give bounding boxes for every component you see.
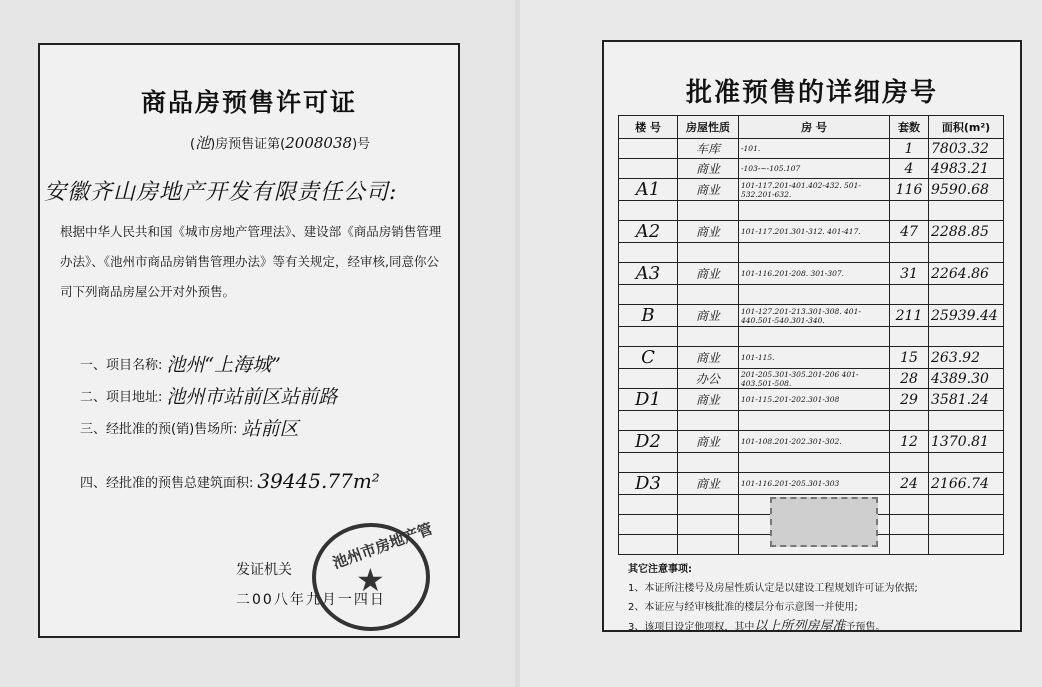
- permit-title: 商品房预售许可证: [140, 88, 357, 117]
- project-items: [80, 347, 337, 443]
- cell-rooms: 201-205.301-305.201-206 401-403.501-508.: [739, 369, 890, 389]
- presale-permit-sheet: [38, 43, 460, 638]
- table-row: [619, 431, 1004, 453]
- cell-count: [890, 515, 929, 535]
- approval-paragraph: 根据中华人民共和国《城市房地产管理法》、建设部《商品房销售管理办法》、《池州市商品房销售管理办法》等有关规定，经审核,同意你公司下列商品房屋公开对外预售。: [60, 224, 442, 299]
- cell-building: [619, 139, 678, 159]
- note-3-part-3: 予预售。: [845, 622, 886, 633]
- table-row: [619, 453, 1004, 473]
- table-row: [619, 305, 1004, 327]
- cell-building: [619, 495, 678, 515]
- stamp-mark: [770, 497, 878, 547]
- cell-building: [619, 285, 678, 305]
- cell-building: [619, 411, 678, 431]
- cell-rooms: -101.: [739, 139, 890, 159]
- cell-rooms: 101-116.201-205.301-303: [739, 473, 890, 495]
- cell-building: [619, 327, 678, 347]
- cell-area: 9590.68: [929, 179, 1004, 201]
- cell-count: [890, 243, 929, 263]
- note-2: 2、本证应与经审核批准的楼层分布示意图一并使用;: [628, 602, 858, 613]
- cert-city: 池: [195, 134, 211, 152]
- cell-rooms: 101-116.201-208. 301-307.: [739, 263, 890, 285]
- cell-type: [678, 535, 739, 555]
- sales-location-row: [80, 411, 337, 443]
- cell-area: [929, 201, 1004, 221]
- cell-type: 商业: [678, 221, 739, 243]
- cell-count: 116: [890, 179, 929, 201]
- room-table: [618, 115, 1004, 555]
- total-area-row: [80, 469, 380, 493]
- table-row: [619, 285, 1004, 305]
- cell-building: [619, 369, 678, 389]
- cell-count: [890, 201, 929, 221]
- cell-area: 1370.81: [929, 431, 1004, 453]
- cell-count: [890, 327, 929, 347]
- cell-type: 商业: [678, 159, 739, 179]
- cell-area: 2166.74: [929, 473, 1004, 495]
- room-table-body: [619, 139, 1004, 555]
- cell-count: [890, 411, 929, 431]
- cell-rooms: 101-115.: [739, 347, 890, 369]
- table-row: [619, 139, 1004, 159]
- note-3: [628, 617, 918, 637]
- cell-area: 3581.24: [929, 389, 1004, 411]
- project-name-row: [80, 347, 337, 379]
- cell-area: [929, 453, 1004, 473]
- company-name: 安徽齐山房地产开发有限责任公司:: [44, 180, 398, 205]
- cell-rooms: [739, 201, 890, 221]
- certificate-number: [190, 132, 370, 153]
- cell-rooms: [739, 411, 890, 431]
- cell-type: 商业: [678, 263, 739, 285]
- room-list-sheet: [602, 40, 1022, 632]
- note-1: 1、本证所注楼号及房屋性质认定是以建设工程规划许可证为依据;: [628, 583, 918, 594]
- cell-type: 商业: [678, 431, 739, 453]
- cell-type: [678, 285, 739, 305]
- cell-type: 商业: [678, 179, 739, 201]
- cell-count: 47: [890, 221, 929, 243]
- cell-count: 15: [890, 347, 929, 369]
- cell-rooms: [739, 243, 890, 263]
- cell-rooms: 101-127.201-213.301-308. 401-440.501-540.301-340.: [739, 305, 890, 327]
- issuing-authority: 发证机关: [236, 562, 292, 578]
- cell-building: [619, 535, 678, 555]
- cell-area: 25939.44: [929, 305, 1004, 327]
- cell-area: [929, 285, 1004, 305]
- table-row: [619, 159, 1004, 179]
- header-count: 套数: [890, 116, 929, 139]
- cell-type: [678, 515, 739, 535]
- cell-building: D2: [619, 431, 678, 453]
- cell-count: 31: [890, 263, 929, 285]
- cell-type: 车库: [678, 139, 739, 159]
- item-value: 站前区: [241, 417, 299, 440]
- cell-count: 29: [890, 389, 929, 411]
- cell-type: 商业: [678, 473, 739, 495]
- cell-type: 商业: [678, 389, 739, 411]
- cell-building: A2: [619, 221, 678, 243]
- issue-date: 二00八年九月一四日: [236, 592, 386, 608]
- cell-type: [678, 411, 739, 431]
- cell-building: C: [619, 347, 678, 369]
- cell-count: [890, 453, 929, 473]
- cell-type: 商业: [678, 347, 739, 369]
- cell-count: 211: [890, 305, 929, 327]
- cell-type: [678, 495, 739, 515]
- table-row: [619, 369, 1004, 389]
- note-3-part-1: 3、该项目: [628, 622, 675, 633]
- cell-rooms: [739, 453, 890, 473]
- table-row: [619, 179, 1004, 201]
- cell-building: A1: [619, 179, 678, 201]
- cell-rooms: 101-108.201-202.301-302.: [739, 431, 890, 453]
- cert-mid: )房预售证第(: [210, 137, 286, 152]
- cell-type: [678, 201, 739, 221]
- header-rooms: 房 号: [739, 116, 890, 139]
- cell-building: B: [619, 305, 678, 327]
- cell-rooms: 101-115.201-202.301-308: [739, 389, 890, 411]
- cell-count: 24: [890, 473, 929, 495]
- cell-building: D3: [619, 473, 678, 495]
- table-row: [619, 347, 1004, 369]
- area-value: 39445.77m²: [257, 469, 380, 493]
- table-row: [619, 221, 1004, 243]
- cell-rooms: [739, 327, 890, 347]
- table-row: [619, 263, 1004, 285]
- note-3-handwritten: 以上所列房屋准: [754, 619, 846, 634]
- cell-area: 2264.86: [929, 263, 1004, 285]
- cell-area: [929, 515, 1004, 535]
- cell-building: D1: [619, 389, 678, 411]
- cell-area: [929, 243, 1004, 263]
- table-row: [619, 473, 1004, 495]
- table-row: [619, 243, 1004, 263]
- cell-count: 28: [890, 369, 929, 389]
- cell-count: 1: [890, 139, 929, 159]
- cell-count: 4: [890, 159, 929, 179]
- cell-rooms: [739, 285, 890, 305]
- cell-rooms: 101-117.201-401.402-432. 501-532.201-632.: [739, 179, 890, 201]
- item-label: 二、项目地址:: [80, 389, 163, 405]
- cert-prefix: (: [190, 137, 196, 152]
- cell-area: 4983.21: [929, 159, 1004, 179]
- cert-suffix: )号: [352, 137, 371, 152]
- header-type: 房屋性质: [678, 116, 739, 139]
- cell-area: 4389.30: [929, 369, 1004, 389]
- note-3-part-2: 设定他项权，其中: [674, 622, 755, 633]
- table-header-row: [619, 116, 1004, 139]
- cell-building: [619, 243, 678, 263]
- item-value: 池州市站前区站前路: [166, 385, 338, 408]
- cell-building: [619, 201, 678, 221]
- cell-count: 12: [890, 431, 929, 453]
- room-list-title: 批准预售的详细房号: [685, 78, 938, 108]
- table-row: [619, 411, 1004, 431]
- cell-area: [929, 535, 1004, 555]
- cell-area: [929, 495, 1004, 515]
- cell-area: 263.92: [929, 347, 1004, 369]
- cell-building: [619, 515, 678, 535]
- cell-area: 2288.85: [929, 221, 1004, 243]
- cell-type: 办公: [678, 369, 739, 389]
- cell-building: [619, 453, 678, 473]
- cell-building: A3: [619, 263, 678, 285]
- area-label: 四、经批准的预售总建筑面积:: [80, 475, 254, 491]
- item-label: 一、项目名称:: [80, 357, 163, 373]
- table-row: [619, 389, 1004, 411]
- star-icon: ★: [356, 561, 385, 599]
- cell-count: [890, 535, 929, 555]
- cell-type: [678, 453, 739, 473]
- cell-type: [678, 327, 739, 347]
- seal-text: 池州市房地产管: [330, 519, 436, 573]
- notes: [628, 560, 918, 637]
- table-row: [619, 327, 1004, 347]
- cell-area: 7803.32: [929, 139, 1004, 159]
- cell-building: [619, 159, 678, 179]
- cell-rooms: -103-~-105.107: [739, 159, 890, 179]
- cell-count: [890, 495, 929, 515]
- table-row: [619, 201, 1004, 221]
- cell-area: [929, 327, 1004, 347]
- item-label: 三、经批准的预(销)售场所:: [80, 421, 238, 437]
- cell-type: 商业: [678, 305, 739, 327]
- header-area: 面积(m²): [929, 116, 1004, 139]
- item-value: 池州“上海城”: [166, 353, 281, 376]
- header-building: 楼 号: [619, 116, 678, 139]
- cell-type: [678, 243, 739, 263]
- official-seal: [312, 519, 436, 631]
- notes-title: 其它注意事项:: [628, 564, 692, 575]
- project-address-row: [80, 379, 337, 411]
- cell-area: [929, 411, 1004, 431]
- cert-number-value: 2008038: [285, 134, 353, 152]
- cell-rooms: 101-117.201.301-312. 401-417.: [739, 221, 890, 243]
- cell-count: [890, 285, 929, 305]
